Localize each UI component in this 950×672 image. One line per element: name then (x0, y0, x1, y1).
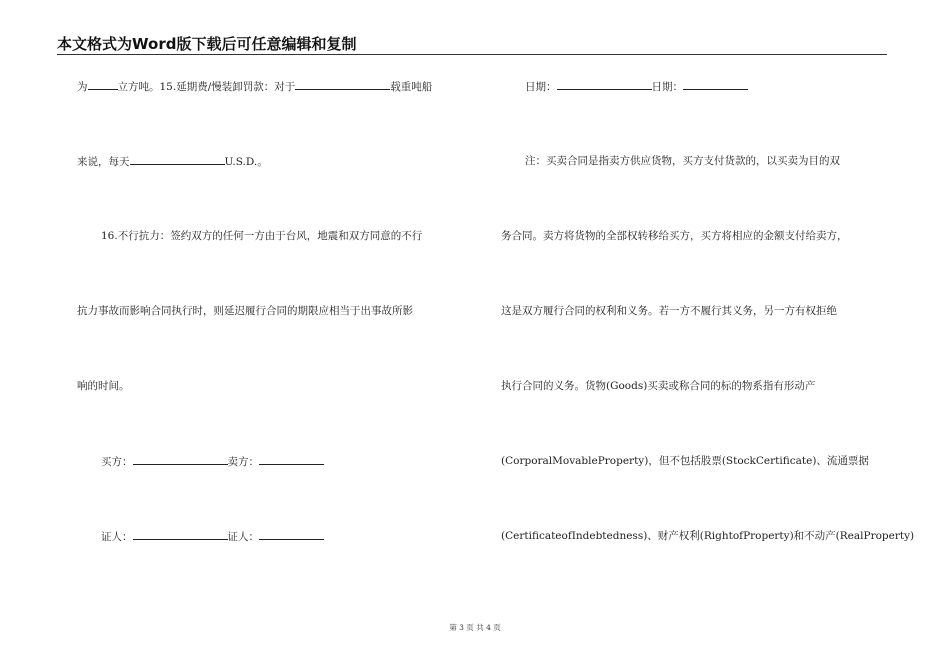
left-line-4 (77, 304, 463, 318)
buyer-blank (133, 454, 228, 465)
text-segment: (CorporalMovableProperty)，但不包括股票(StockCertificate)、流通票据 (501, 455, 869, 467)
left-line-5 (77, 379, 463, 393)
text-segment: 载重吨船 (390, 81, 433, 93)
signature-buyer-seller (101, 454, 487, 469)
text-segment: 16.不行抗力：签约双方的任何一方由于台风，地震和双方同意的不行 (101, 230, 423, 242)
witness-label: 证人： (101, 531, 133, 543)
text-segment: 立方吨。15.延期费/慢装卸罚款：对于 (117, 81, 296, 93)
blank-line (88, 79, 118, 90)
text-segment: 务合同。卖方将货物的全部权转移给买方，买方将相应的金额支付给卖方， (501, 230, 848, 242)
header-title: 本文格式为Word版下载后可任意编辑和复制 (57, 35, 357, 53)
text-segment: 注：买卖合同是指卖方供应货物，买方支付货款的，以买卖为目的双 (525, 155, 840, 167)
right-line-2 (501, 229, 887, 243)
right-line-5 (501, 454, 887, 468)
date-label: 日期： (651, 81, 683, 93)
left-line-1 (77, 79, 463, 94)
right-line-6 (501, 529, 915, 543)
text-segment: 响的时间。 (77, 380, 130, 392)
buyer-label: 买方： (101, 456, 133, 468)
page-number (0, 622, 950, 633)
text-segment: 来说，每天 (77, 156, 130, 168)
document-header (57, 34, 887, 55)
right-line-3 (501, 304, 887, 318)
date-blank (557, 79, 652, 90)
date-line (525, 79, 911, 94)
page-number-label: 第 3 页 共 4 页 (449, 623, 501, 632)
date-label: 日期： (525, 81, 557, 93)
text-segment: 抗力事故而影响合同执行时，则延迟履行合同的期限应相当于出事故所影 (77, 305, 413, 317)
blank-line (295, 79, 390, 90)
blank-line (130, 154, 225, 165)
seller-label: 卖方： (227, 456, 259, 468)
date-blank (683, 79, 748, 90)
text-segment: (CertificateofIndebtedness)、财产权利(RightofProperty)和不动产(RealProperty) (501, 530, 915, 542)
text-segment: 执行合同的义务。货物(Goods)买卖或称合同的标的物系指有形动产 (501, 380, 816, 392)
right-line-4 (501, 379, 887, 393)
left-line-2 (77, 154, 463, 169)
right-line-1 (525, 154, 911, 168)
text-segment: 为 (77, 81, 88, 93)
witness-label: 证人： (227, 531, 259, 543)
text-segment: 这是双方履行合同的权利和义务。若一方不履行其义务，另一方有权拒绝 (501, 305, 837, 317)
signature-witnesses (101, 529, 487, 544)
text-segment: U.S.D.。 (224, 156, 268, 168)
left-line-3 (101, 229, 487, 243)
seller-blank (259, 454, 324, 465)
witness-blank (133, 529, 228, 540)
witness-blank (259, 529, 324, 540)
